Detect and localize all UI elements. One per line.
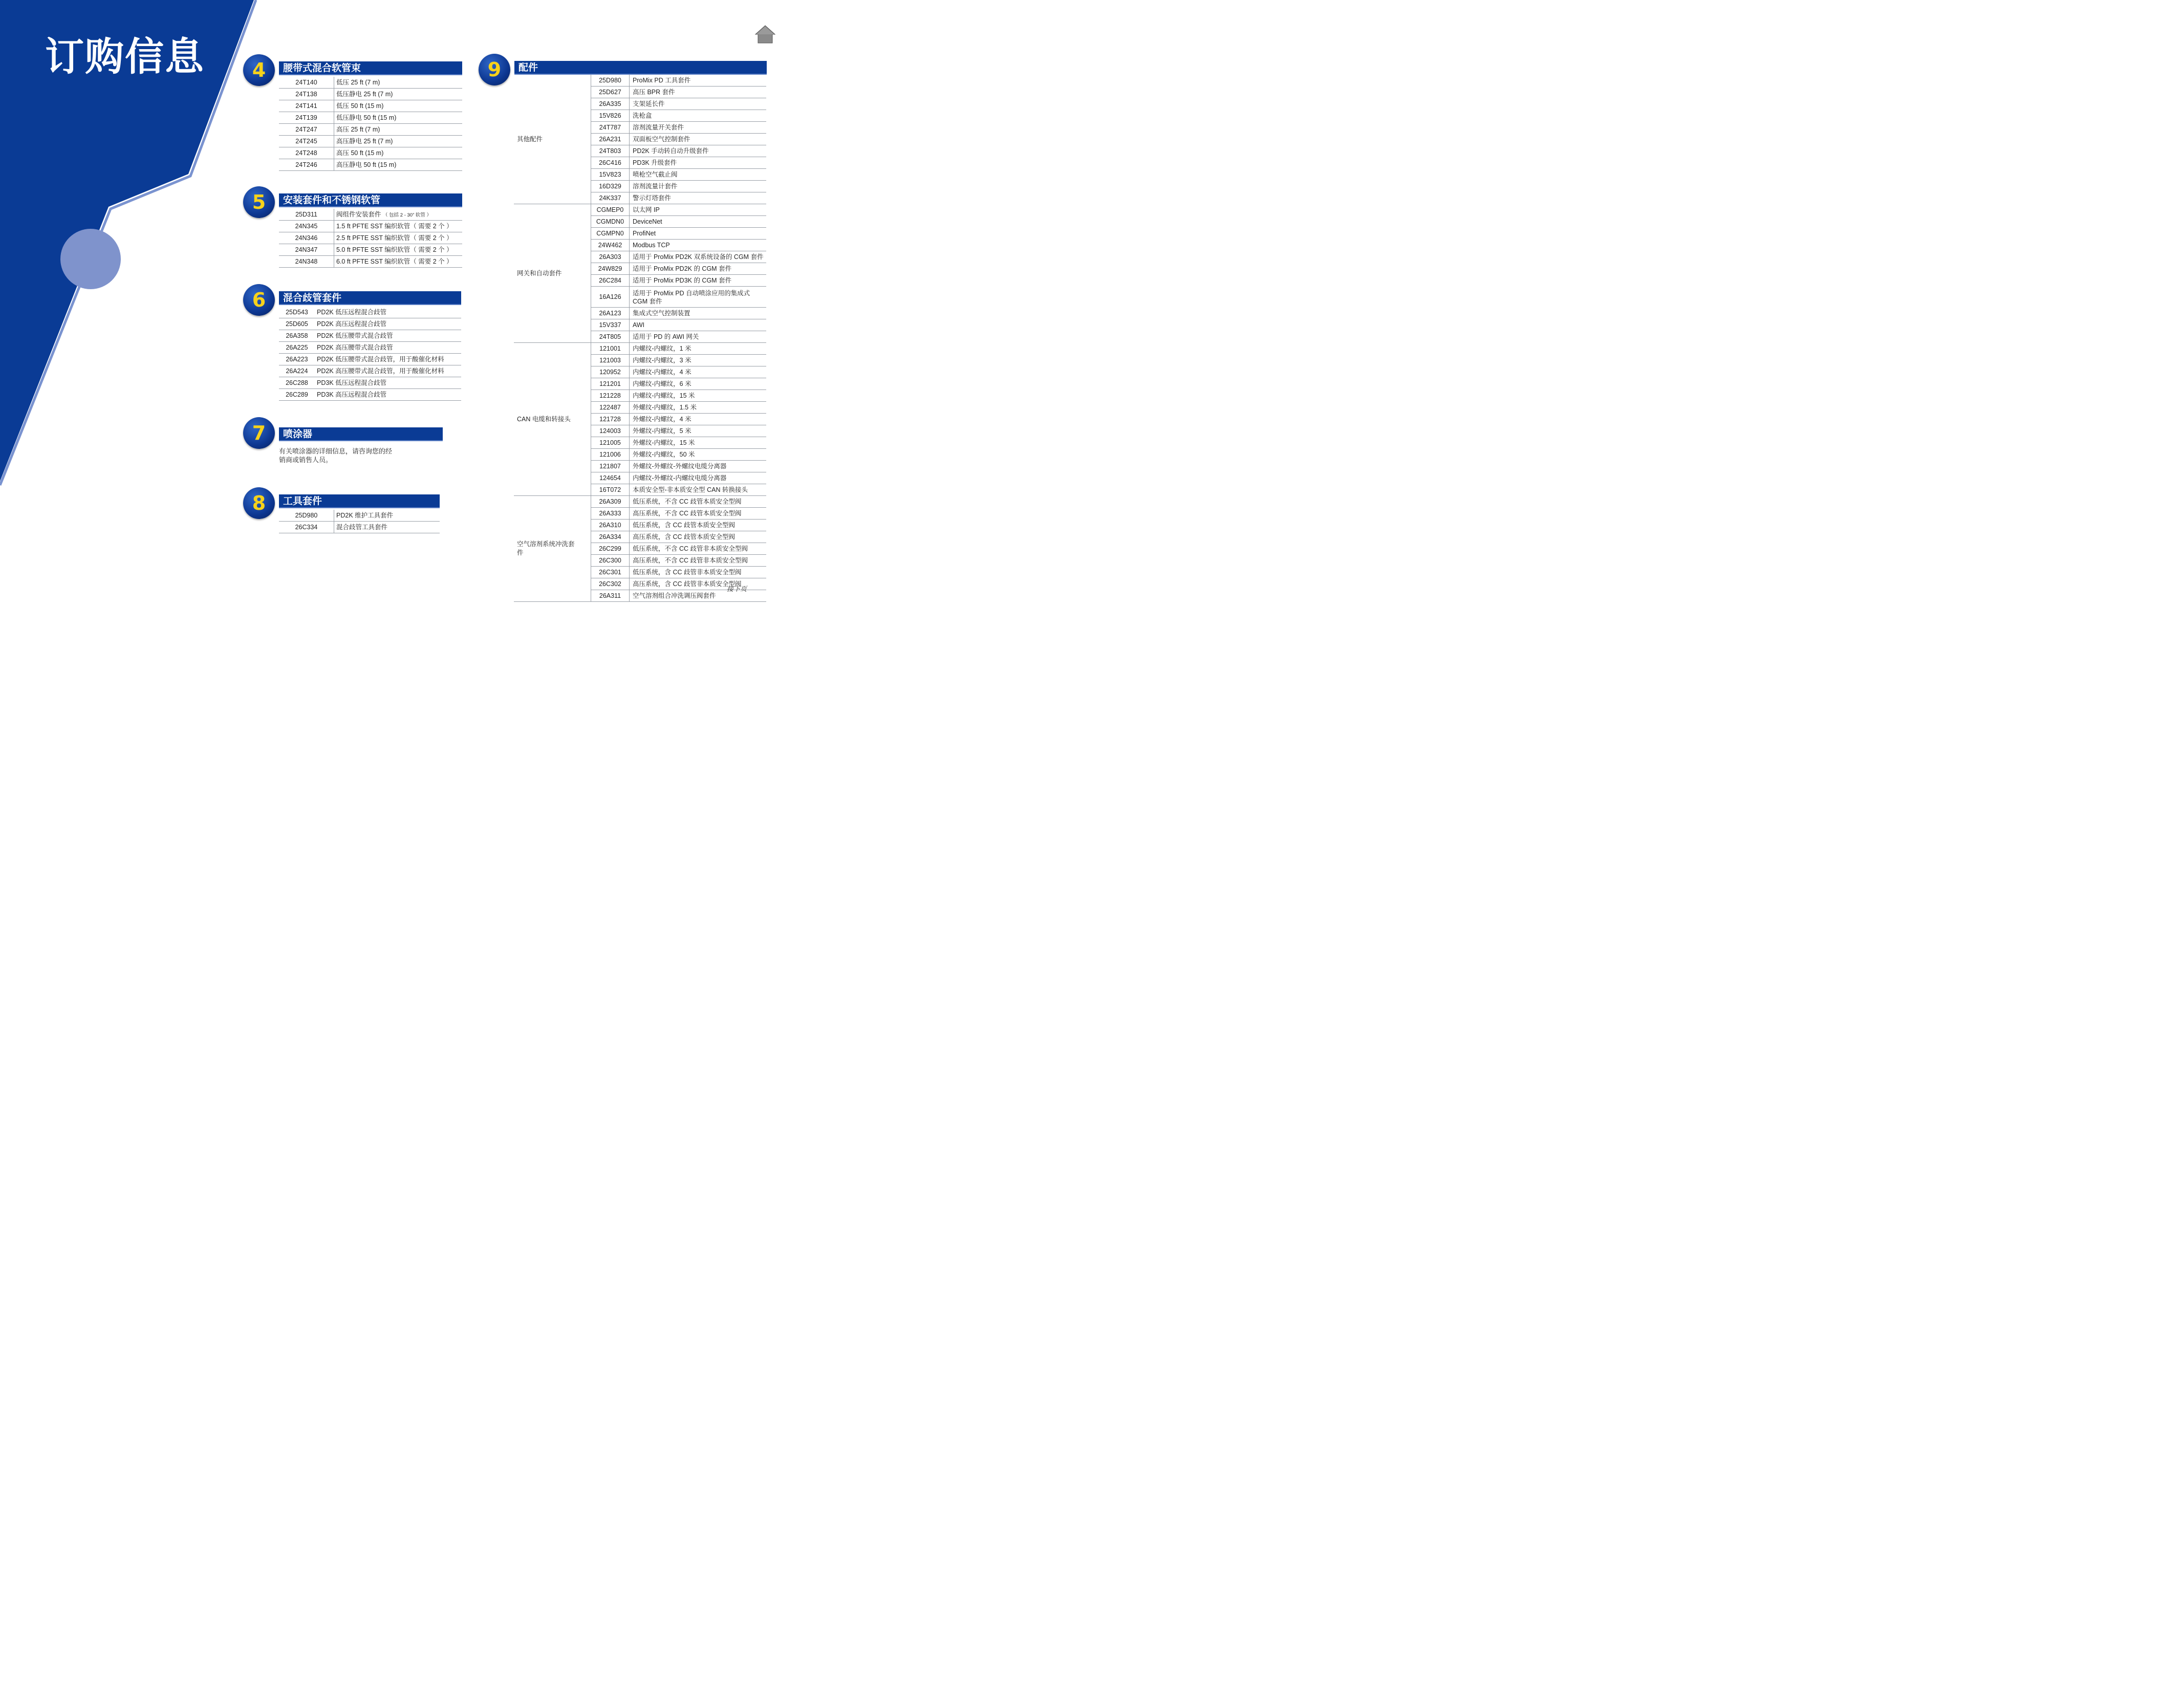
part-number: 24T787 <box>591 122 630 133</box>
part-description: 以太网 IP <box>633 206 660 213</box>
part-description: 高压静电 50 ft (15 m) <box>336 161 397 168</box>
item-list <box>279 307 461 401</box>
part-description: 内螺纹-内螺纹，3 米 <box>633 357 691 364</box>
part-description: 低压系统，不含 CC 歧管本质安全型阀 <box>633 498 742 505</box>
part-number: 26A311 <box>591 590 630 601</box>
table-row <box>279 209 462 221</box>
part-description: Modbus TCP <box>633 242 670 249</box>
accessory-group <box>514 75 766 204</box>
part-number: 24N348 <box>279 256 334 267</box>
part-number: 24T140 <box>279 77 334 88</box>
part-description: 集成式空气控制装置 <box>633 310 690 317</box>
part-number: 121728 <box>591 414 630 425</box>
part-description: PD2K 维护工具套件 <box>336 512 394 519</box>
table-row <box>591 496 766 508</box>
table-row <box>591 204 766 216</box>
accessories-table <box>514 75 766 602</box>
table-row <box>591 378 766 390</box>
part-number: 26A123 <box>591 308 630 319</box>
table-row <box>279 389 461 401</box>
section-number-badge: 9 <box>479 54 510 85</box>
part-number: 121228 <box>591 390 630 401</box>
text-line: 销商或销售人员。 <box>279 456 333 464</box>
table-row <box>591 110 766 122</box>
section-title: 腰带式混合软管束 <box>279 61 462 75</box>
table-row <box>591 75 766 86</box>
part-description: 内螺纹-内螺纹，15 米 <box>633 392 695 399</box>
group-label: 空气溶剂系统冲洗套件 <box>517 540 575 556</box>
part-description: 高压 BPR 套件 <box>633 89 675 96</box>
part-number: 24W829 <box>591 263 630 274</box>
part-number: CGMPN0 <box>591 228 630 239</box>
part-number: 24T139 <box>279 112 334 123</box>
table-row <box>591 181 766 192</box>
part-description: 1.5 ft PFTE SST 编织软管（ 需要 2 个 ） <box>336 223 453 230</box>
text-line: 有关喷涂器的详细信息，请咨询您的经 <box>279 447 393 455</box>
part-number: 24N345 <box>279 221 334 232</box>
part-number: 16D329 <box>591 181 630 192</box>
table-row <box>591 98 766 110</box>
table-row <box>591 228 766 240</box>
part-number: 16T072 <box>591 484 630 495</box>
table-row <box>591 543 766 555</box>
table-row <box>279 159 462 171</box>
continue-note[interactable]: 接下页 <box>727 585 747 593</box>
part-number: 26A223 <box>286 356 308 363</box>
part-number: 26A309 <box>591 496 630 507</box>
part-description: PD2K 高压腰带式混合歧管，用于酸催化材料 <box>317 367 444 375</box>
section-number-badge: 5 <box>243 186 275 218</box>
item-list <box>279 510 440 533</box>
table-row <box>591 308 766 319</box>
part-description: 双面板空气控制套件 <box>633 136 690 143</box>
table-row <box>591 275 766 287</box>
part-description: 外螺纹-内螺纹，4 米 <box>633 416 691 423</box>
part-description: PD3K 升级套件 <box>633 159 677 166</box>
part-number: 26C300 <box>591 555 630 566</box>
part-number: 26A303 <box>591 251 630 263</box>
table-row <box>279 147 462 159</box>
part-number: 121201 <box>591 378 630 390</box>
part-description: 低压 50 ft (15 m) <box>336 102 384 110</box>
table-row <box>591 216 766 228</box>
section-title: 喷涂器 <box>279 427 443 441</box>
part-number: 24K337 <box>591 192 630 204</box>
table-row <box>279 522 440 533</box>
part-number: 121003 <box>591 355 630 366</box>
part-description: 空气溶剂组合冲洗调压阀套件 <box>633 592 716 599</box>
part-number: 26A224 <box>286 367 308 375</box>
group-label: 其他配件 <box>517 135 543 143</box>
table-row <box>279 100 462 112</box>
table-row <box>279 232 462 244</box>
part-description: PD2K 手动转自动升级套件 <box>633 147 709 155</box>
part-description: ProMix PD 工具套件 <box>633 77 691 84</box>
section-title: 安装套件和不锈钢软管 <box>279 193 462 207</box>
table-row <box>279 354 461 365</box>
description-text: 阀组件安装套件 <box>336 211 381 218</box>
part-number: 26A310 <box>591 520 630 531</box>
part-number: 25D980 <box>279 510 334 521</box>
section-title: 配件 <box>514 61 767 75</box>
part-number: 24N347 <box>279 244 334 255</box>
part-description: 混合歧管工具套件 <box>336 524 388 531</box>
part-description: 外螺纹-外螺纹-外螺纹电缆分离器 <box>633 463 727 470</box>
part-description: PD2K 低压腰带式混合歧管 <box>317 332 393 339</box>
table-row <box>591 86 766 98</box>
part-description: 5.0 ft PFTE SST 编织软管（ 需要 2 个 ） <box>336 246 453 253</box>
section-number-badge: 4 <box>243 54 275 86</box>
part-description: PD3K 低压远程混合歧管 <box>317 379 387 386</box>
part-description: 内螺纹-外螺纹-内螺纹电缆分离器 <box>633 474 727 482</box>
part-number: 122487 <box>591 402 630 413</box>
table-row <box>279 377 461 389</box>
table-row <box>279 77 462 89</box>
part-number: 26C334 <box>279 522 334 533</box>
part-description: 溶剂流量计套件 <box>633 183 678 190</box>
part-number: 24N346 <box>279 232 334 244</box>
part-number: 25D980 <box>591 75 630 86</box>
part-description: PD2K 低压腰带式混合歧管，用于酸催化材料 <box>317 356 444 363</box>
home-icon[interactable] <box>754 24 776 45</box>
group-label: 网关和自动套件 <box>517 269 562 277</box>
part-description: AWI <box>633 321 645 329</box>
group-label: CAN 电缆和转接头 <box>517 415 571 423</box>
part-number: 120952 <box>591 366 630 378</box>
table-row <box>279 307 461 318</box>
part-number: 26A334 <box>591 531 630 543</box>
table-row <box>591 134 766 145</box>
table-row <box>591 508 766 520</box>
part-description: 内螺纹-内螺纹，6 米 <box>633 380 691 387</box>
part-number: 24T246 <box>279 159 334 170</box>
table-row <box>279 256 462 268</box>
section-number-badge: 6 <box>243 284 275 316</box>
part-number: 15V337 <box>591 319 630 331</box>
table-row <box>591 251 766 263</box>
part-description: 低压系统，含 CC 歧管非本质安全型阀 <box>633 569 742 576</box>
part-number: 24T141 <box>279 100 334 112</box>
page-title: 订购信息 <box>45 34 205 79</box>
part-number: 26C302 <box>591 578 630 590</box>
part-number: 26A358 <box>286 332 308 339</box>
part-number: CGMEP0 <box>591 204 630 215</box>
table-row <box>591 555 766 567</box>
part-number: 124654 <box>591 472 630 484</box>
part-description: 高压 25 ft (7 m) <box>336 126 380 133</box>
part-description: 适用于 ProMix PD3K 的 CGM 套件 <box>633 277 732 284</box>
part-description: 适用于 ProMix PD2K 的 CGM 套件 <box>633 265 732 272</box>
part-description: PD3K 高压远程混合歧管 <box>317 391 387 398</box>
table-row <box>591 567 766 578</box>
table-row <box>591 287 766 308</box>
table-row <box>591 484 766 495</box>
part-number: 121807 <box>591 461 630 472</box>
part-description <box>334 209 431 220</box>
section-title: 工具套件 <box>279 494 440 508</box>
table-row <box>591 425 766 437</box>
part-description: 低压系统，含 CC 歧管本质安全型阀 <box>633 522 736 529</box>
table-row <box>279 342 461 354</box>
part-description: 高压静电 25 ft (7 m) <box>336 138 393 145</box>
table-row <box>279 89 462 100</box>
decorative-circle <box>60 229 121 289</box>
part-number: 25D605 <box>286 320 308 328</box>
part-description: 外螺纹-内螺纹，15 米 <box>633 439 695 446</box>
table-row <box>591 122 766 134</box>
part-number: 121006 <box>591 449 630 460</box>
part-description: 2.5 ft PFTE SST 编织软管（ 需要 2 个 ） <box>336 234 453 242</box>
section-text <box>279 447 443 464</box>
part-number: 24T248 <box>279 147 334 159</box>
part-description: 低压静电 50 ft (15 m) <box>336 114 397 121</box>
table-row <box>279 510 440 522</box>
table-row <box>591 319 766 331</box>
part-number: 24T247 <box>279 124 334 135</box>
part-number: 26C416 <box>591 157 630 168</box>
part-description: 支架延长件 <box>633 100 665 107</box>
table-row <box>279 124 462 136</box>
section-number-badge: 7 <box>243 417 275 449</box>
table-row <box>591 520 766 531</box>
part-number: 24W462 <box>591 240 630 251</box>
part-description: 适用于 ProMix PD 自动喷涂应用的集成式 CGM 套件 <box>633 290 750 305</box>
part-description: 高压系统，不含 CC 歧管本质安全型阀 <box>633 510 742 517</box>
table-row <box>591 402 766 414</box>
part-description: 高压系统，含 CC 歧管本质安全型阀 <box>633 533 736 540</box>
accessory-group <box>514 204 766 343</box>
part-number: 15V826 <box>591 110 630 121</box>
part-description: DeviceNet <box>633 218 662 225</box>
part-number: 26C288 <box>286 379 308 386</box>
table-row <box>279 318 461 330</box>
part-number: 24T805 <box>591 331 630 342</box>
part-number: 24T245 <box>279 136 334 147</box>
section-number-badge: 8 <box>243 487 275 519</box>
part-description: 本质安全型-非本质安全型 CAN 转换接头 <box>633 486 748 493</box>
table-row <box>591 192 766 204</box>
table-row <box>591 355 766 366</box>
part-description: 洗枪盒 <box>633 112 652 119</box>
table-row <box>591 472 766 484</box>
table-row <box>591 437 766 449</box>
part-number: 26C289 <box>286 391 308 398</box>
part-description: 内螺纹-内螺纹，4 米 <box>633 369 691 376</box>
part-number: 124003 <box>591 425 630 437</box>
table-row <box>279 365 461 377</box>
part-number: 15V823 <box>591 169 630 180</box>
table-row <box>591 240 766 251</box>
table-row <box>591 331 766 342</box>
table-row <box>591 461 766 472</box>
table-row <box>279 112 462 124</box>
part-number: 121001 <box>591 343 630 354</box>
table-row <box>591 157 766 169</box>
part-number: 24T138 <box>279 89 334 100</box>
part-number: 25D627 <box>591 86 630 98</box>
part-description: 高压系统，不含 CC 歧管非本质安全型阀 <box>633 557 748 564</box>
table-row <box>279 221 462 232</box>
table-row <box>279 136 462 147</box>
part-description: PD2K 高压腰带式混合歧管 <box>317 344 393 351</box>
part-description: 溶剂流量开关套件 <box>633 124 684 131</box>
part-description: 高压系统，含 CC 歧管非本质安全型阀 <box>633 580 742 588</box>
part-number: 26A231 <box>591 134 630 145</box>
part-description: 低压系统，不含 CC 歧管非本质安全型阀 <box>633 545 748 552</box>
part-number: 26A335 <box>591 98 630 110</box>
part-description: 警示灯塔套件 <box>633 194 672 202</box>
part-number: 26C301 <box>591 567 630 578</box>
part-number: 24T803 <box>591 145 630 157</box>
item-list <box>279 209 462 268</box>
part-description: 适用于 PD 的 AWI 网关 <box>633 333 699 340</box>
part-description: 6.0 ft PFTE SST 编织软管（ 需要 2 个 ） <box>336 258 453 265</box>
accessory-group <box>514 343 766 496</box>
part-description: 高压 50 ft (15 m) <box>336 149 384 157</box>
table-row <box>591 414 766 425</box>
part-number: 26C284 <box>591 275 630 286</box>
description-note: （ 包括 2 - 30” 软管 ） <box>383 212 432 218</box>
table-row <box>591 145 766 157</box>
table-row <box>591 390 766 402</box>
table-row <box>591 169 766 181</box>
table-row <box>591 366 766 378</box>
part-number: 16A126 <box>591 287 630 307</box>
part-description: PD2K 低压远程混合歧管 <box>317 309 387 316</box>
part-description: 低压静电 25 ft (7 m) <box>336 91 393 98</box>
table-row <box>279 330 461 342</box>
table-row <box>591 343 766 355</box>
part-description: 适用于 ProMix PD2K 双系统设备的 CGM 套件 <box>633 253 764 261</box>
part-description: 内螺纹-内螺纹，1 米 <box>633 345 691 352</box>
table-row <box>591 531 766 543</box>
part-number: 26A225 <box>286 344 308 351</box>
part-description: ProfiNet <box>633 230 656 237</box>
item-list <box>279 77 462 171</box>
part-description: 外螺纹-内螺纹，1.5 米 <box>633 404 697 411</box>
part-description: PD2K 高压远程混合歧管 <box>317 320 387 328</box>
table-row <box>591 263 766 275</box>
section-title: 混合歧管套件 <box>279 291 461 305</box>
part-description: 外螺纹-内螺纹，50 米 <box>633 451 695 458</box>
part-number: 121005 <box>591 437 630 448</box>
part-number: 25D311 <box>279 209 334 220</box>
part-description: 外螺纹-内螺纹，5 米 <box>633 427 691 435</box>
table-row <box>591 449 766 461</box>
part-number: 26A333 <box>591 508 630 519</box>
part-number: 26C299 <box>591 543 630 554</box>
table-row <box>279 244 462 256</box>
part-number: 25D543 <box>286 309 308 316</box>
part-number: CGMDN0 <box>591 216 630 227</box>
part-description: 喷枪空气截止阀 <box>633 171 678 178</box>
part-description: 低压 25 ft (7 m) <box>336 79 380 86</box>
